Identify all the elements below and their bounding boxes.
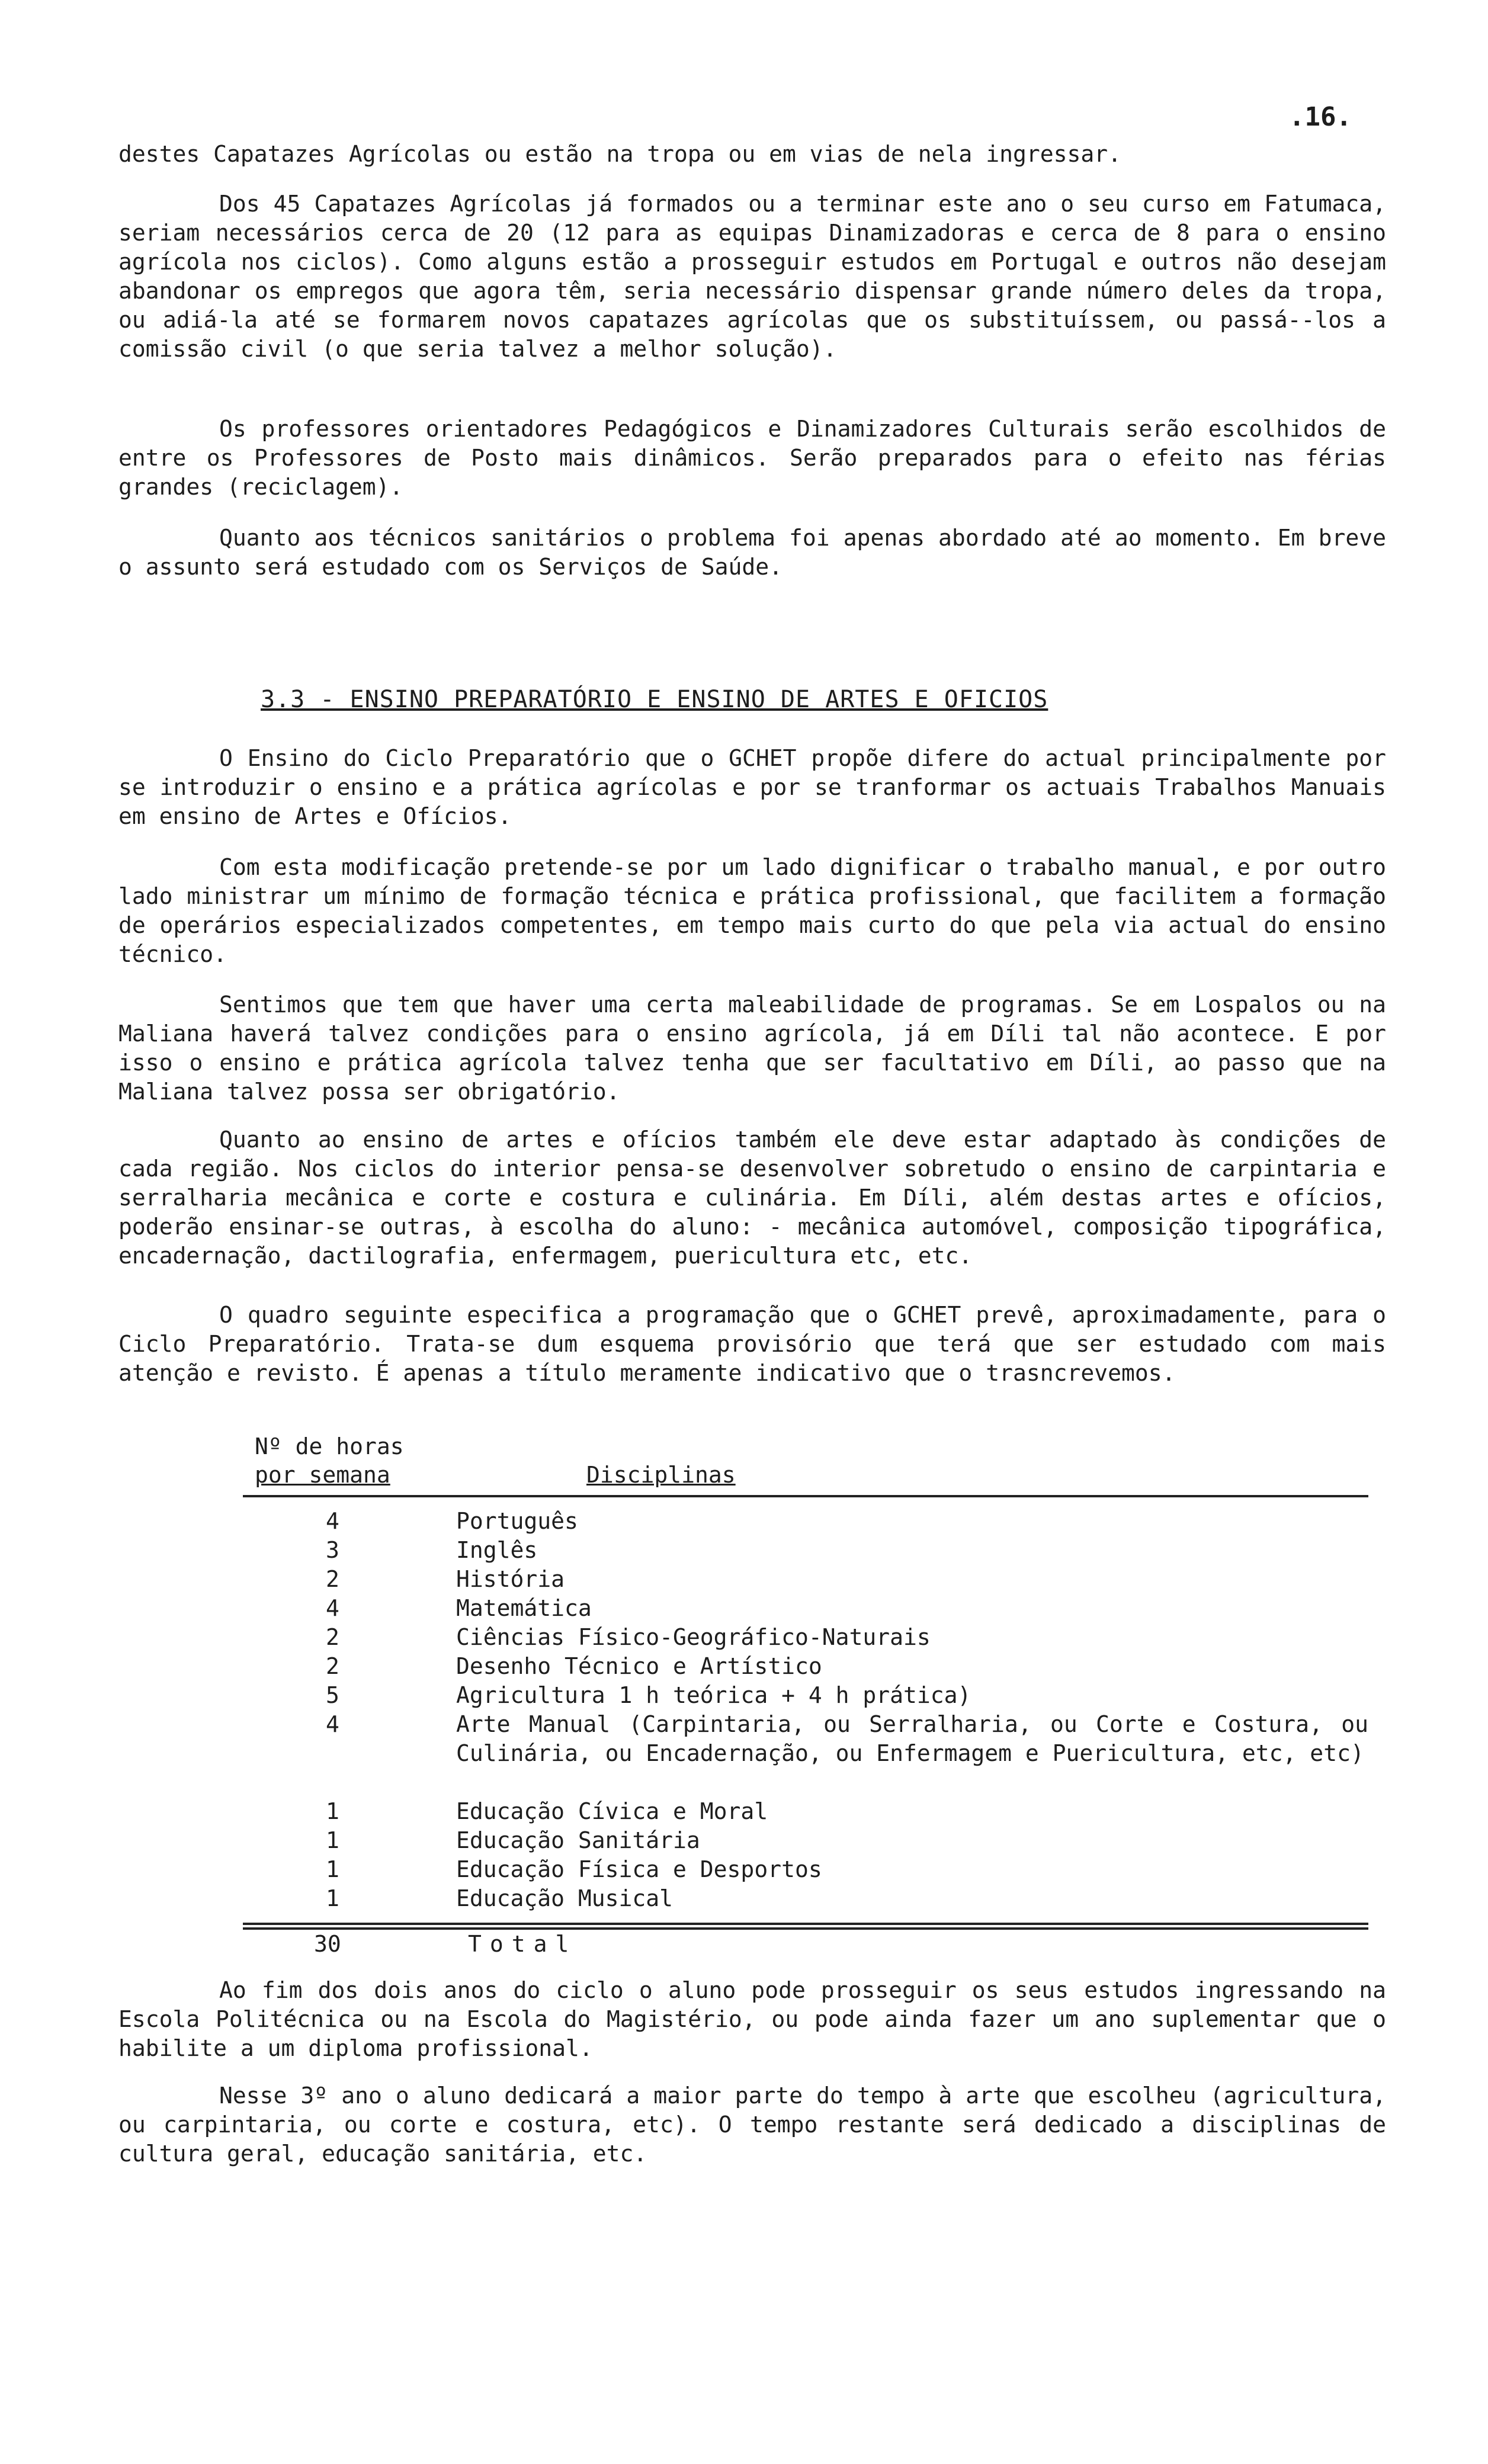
row-subject: Inglês <box>456 1537 538 1563</box>
paragraph-text: Quanto ao ensino de artes e ofícios também ele deve estar adaptado às condições de cada região. Nos ciclos do interior pensa-se desenvolver sobretudo o ensino de carpintaria e serralharia mecânica e corte e costura e culinária. Em Díli, além destas artes e ofícios, poderão ensinar-se outras, à escolha do aluno: - mecânica automóvel, composição tipográfica, encadernação, dactilografia, enfermagem, puericultura etc, etc. <box>118 1127 1386 1269</box>
row-subject: Arte Manual (Carpintaria, ou Serralharia, ou Corte e Costura, ou Culinária, ou Encadernação, ou Enfermagem e Puericultura, etc, etc) <box>456 1711 1368 1766</box>
paragraph-artes-oficios <box>118 1125 1386 1270</box>
row-hours: 1 <box>326 1885 339 1911</box>
page-number: .16. <box>1289 102 1352 132</box>
row-subject: Agricultura 1 h teórica + 4 h prática) <box>456 1682 971 1708</box>
row-hours: 5 <box>326 1682 339 1708</box>
row-hours: 4 <box>326 1595 339 1621</box>
paragraph-fim-ciclo <box>118 1976 1386 2063</box>
table-total-rule <box>243 1923 1368 1925</box>
paragraph-text: Com esta modificação pretende-se por um lado dignificar o trabalho manual, e por outro lado ministrar um mínimo de formação técnica e prática profissional, que facilitem a formação de operários especializados competentes, em tempo mais curto do que pela via actual do ensino técnico. <box>118 854 1386 967</box>
paragraph-text: destes Capatazes Agrícolas ou estão na tropa ou em vias de nela ingressar. <box>118 141 1121 167</box>
paragraph-text: Sentimos que tem que haver uma certa maleabilidade de programas. Se em Lospalos ou na Maliana haverá talvez condições para o ensino agrícola, já em Díli tal não acontece. E por isso o ensino e prática agrícola talvez tenha que ser facultativo em Díli, ao passo que na Maliana talvez possa ser obrigatório. <box>118 992 1386 1105</box>
row-hours: 1 <box>326 1798 339 1824</box>
paragraph-text: Nesse 3º ano o aluno dedicará a maior parte do tempo à arte que escolheu (agricultura, ou carpintaria, ou corte e costura, etc). O tempo restante será dedicado a disciplinas de cultura geral, educação sanitária, etc. <box>118 2083 1386 2167</box>
paragraph-text: O quadro seguinte especifica a programação que o GCHET prevê, aproximadamente, para o Ciclo Preparatório. Trata-se dum esquema provisório que terá que ser estudado com mais atenção e revisto. É apenas a título meramente indicativo que o trasncrevemos. <box>118 1302 1386 1386</box>
paragraph-capatazes <box>118 190 1386 364</box>
table-header-subjects: Disciplinas <box>586 1462 736 1488</box>
row-hours: 1 <box>326 1856 339 1882</box>
total-hours: 30 <box>314 1931 341 1957</box>
total-label: Total <box>468 1931 578 1957</box>
row-subject: Educação Física e Desportos <box>456 1856 822 1882</box>
paragraph-tecnicos-sanitarios <box>118 524 1386 582</box>
row-subject: Educação Sanitária <box>456 1827 700 1853</box>
table-header-hours-line2: por semana <box>255 1462 390 1488</box>
paragraph-modificacao <box>118 853 1386 969</box>
row-subject: História <box>456 1566 565 1592</box>
row-hours: 1 <box>326 1827 339 1853</box>
table-header-hours-line1: Nº de horas <box>255 1433 404 1459</box>
row-subject: Educação Cívica e Moral <box>456 1798 768 1824</box>
row-subject: Português <box>456 1508 578 1534</box>
row-hours: 4 <box>326 1711 339 1737</box>
row-hours: 2 <box>326 1653 339 1679</box>
paragraph-text: Ao fim dos dois anos do ciclo o aluno pode prosseguir os seus estudos ingressando na Escola Politécnica ou na Escola do Magistério, ou pode ainda fazer um ano suplementar que o habilite a um diploma profissional. <box>118 1977 1386 2061</box>
table-header-hours <box>255 1432 404 1489</box>
table-top-rule <box>243 1495 1368 1497</box>
row-hours: 4 <box>326 1508 339 1534</box>
row-subject: Desenho Técnico e Artístico <box>456 1653 822 1679</box>
table-total-rule-double <box>243 1927 1368 1930</box>
row-subject: Matemática <box>456 1595 592 1621</box>
paragraph-terceiro-ano <box>118 2081 1386 2168</box>
row-hours: 3 <box>326 1537 339 1563</box>
row-subject: Educação Musical <box>456 1885 674 1911</box>
paragraph-text: Quanto aos técnicos sanitários o problema foi apenas abordado até ao momento. Em breve o assunto será estudado com os Serviços de Saúde. <box>118 525 1386 580</box>
paragraph-professores <box>118 415 1386 502</box>
paragraph-maleabilidade <box>118 990 1386 1106</box>
section-heading: 3.3 - ENSINO PREPARATÓRIO E ENSINO DE ARTES E OFICIOS <box>261 686 1048 713</box>
paragraph-text: Dos 45 Capatazes Agrícolas já formados ou a terminar este ano o seu curso em Fatumaca, seriam necessários cerca de 20 (12 para as equipas Dinamizadoras e cerca de 8 para o ensino agrícola nos ciclos). Como alguns estão a prosseguir estudos em Portugal e outros não desejam abandonar os empregos que agora têm, seria necessário dispensar grande número deles da tropa, ou adiá-la até se formarem novos capatazes agrícolas que os substituíssem, ou passá--los a comissão civil (o que seria talvez a melhor solução). <box>118 191 1386 362</box>
paragraph-ciclo-preparatorio <box>118 744 1386 831</box>
row-hours: 2 <box>326 1624 339 1650</box>
paragraph-continuation <box>118 140 1386 169</box>
paragraph-quadro <box>118 1301 1386 1388</box>
paragraph-text: O Ensino do Ciclo Preparatório que o GCHET propõe difere do actual principalmente por se introduzir o ensino e a prática agrícolas e por se tranformar os actuais Trabalhos Manuais em ensino de Artes e Ofícios. <box>118 745 1386 829</box>
paragraph-text: Os professores orientadores Pedagógicos e Dinamizadores Culturais serão escolhidos de entre os Professores de Posto mais dinâmicos. Serão preparados para o efeito nas férias grandes (reciclagem). <box>118 416 1386 500</box>
row-hours: 2 <box>326 1566 339 1592</box>
row-subject: Ciências Físico-Geográfico-Naturais <box>456 1624 931 1650</box>
